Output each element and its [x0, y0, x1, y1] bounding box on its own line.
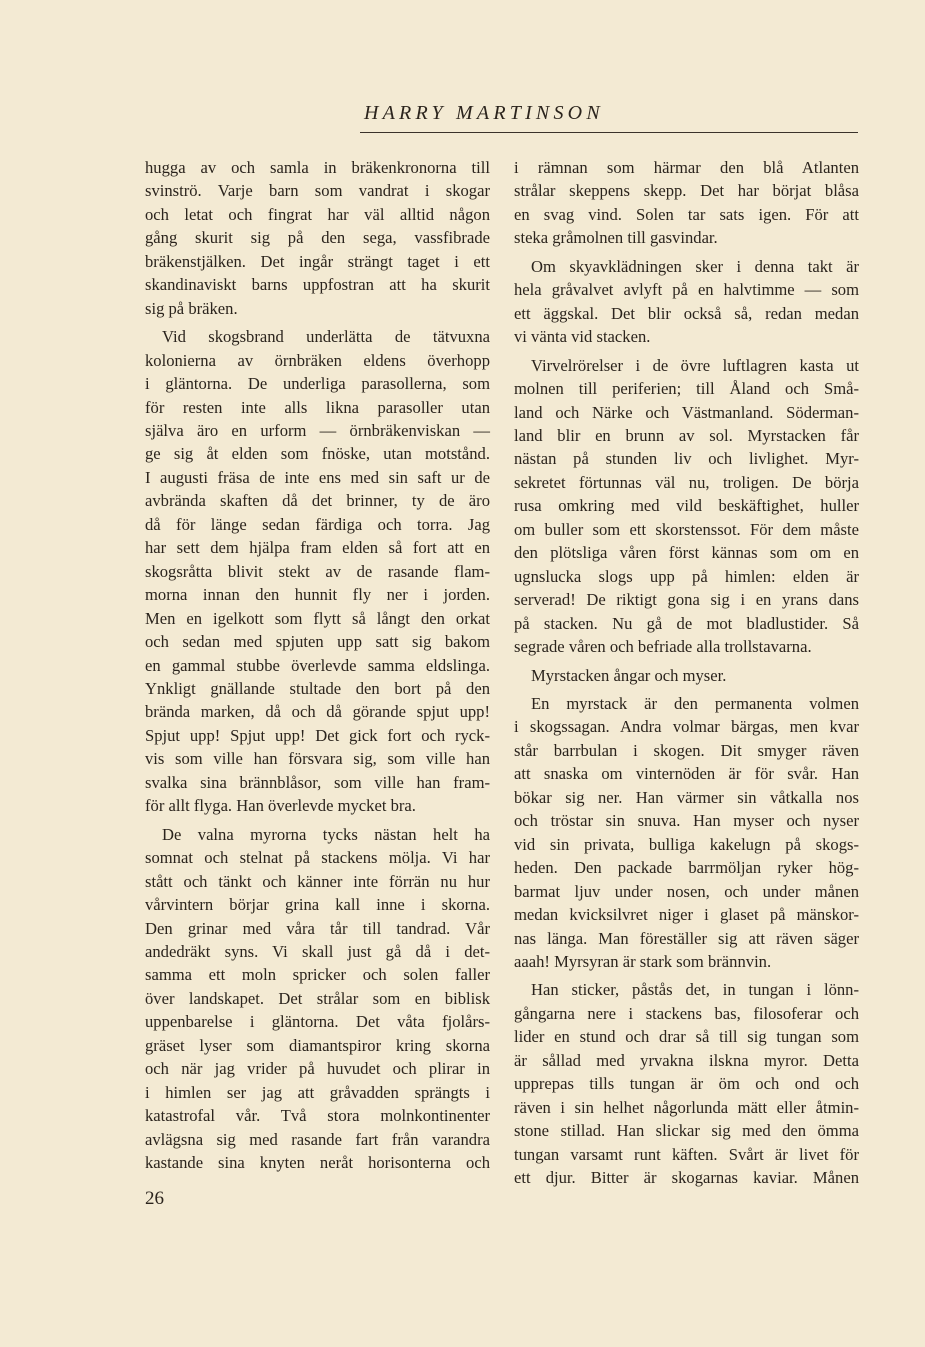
- text-line: andedräkt syns. Vi skall just gå då i det-: [145, 941, 490, 961]
- text-line: att snaska om vinternöden är för svår. Han: [514, 764, 859, 784]
- text-line: heden. Den packade barrmöljan ryker hög-: [514, 858, 859, 878]
- text-line: om buller som ett skorstenssot. För dem måste: [514, 519, 859, 539]
- paragraph: [514, 692, 859, 973]
- text-line: En myrstack är den permanenta volmen: [531, 693, 859, 713]
- text-line: och letat och fingrat har väl alltid någon: [145, 204, 490, 224]
- paragraph: [514, 978, 859, 1189]
- text-line: avbrända skaften då det brinner, ty de äro: [145, 491, 490, 511]
- text-line: vis som ville han försvara sig, som ville han: [145, 749, 490, 769]
- paragraph: [514, 255, 859, 349]
- text-line: ge sig åt elden som fnöske, utan motstånd.: [145, 444, 490, 464]
- text-line: har sett dem hjälpa fram elden så fort att en: [145, 538, 490, 558]
- text-line: De valna myrorna tycks nästan helt ha: [162, 824, 490, 844]
- text-line: på stacken. Nu gå de mot bladlustider. Så: [514, 613, 859, 633]
- text-line: själva äro en urform — örnbräkenviskan —: [145, 420, 490, 440]
- text-line: en svag vind. Solen tar sats igen. För att: [514, 204, 859, 224]
- text-line: stått och tänkt och känner inte förrän nu hur: [145, 871, 490, 891]
- text-line: avlägsna sig med rasande fart från varandra: [145, 1129, 490, 1149]
- text-column-left: [145, 156, 490, 1174]
- text-line: vid sin privata, bulliga kakelugn på skogs-: [514, 834, 859, 854]
- text-line: svalka sina brännblåsor, som ville han fram-: [145, 772, 490, 792]
- text-line: somnat och stelnat på stackens mölja. Vi har: [145, 848, 490, 868]
- text-line: Om skyavklädningen sker i denna takt är: [531, 256, 859, 276]
- text-line: kastande sina knyten neråt horisonterna och: [145, 1153, 490, 1173]
- text-line: upprepas tills tungan är öm och ond och: [514, 1074, 859, 1094]
- text-line: sekretet förtunnas väl nu, troligen. De börja: [514, 472, 859, 492]
- text-line: rusa omkring med vild beskäftighet, huller: [514, 496, 859, 516]
- page-number: 26: [145, 1188, 164, 1209]
- text-line: uppenbarelse i gläntorna. Det våta fjolårs-: [145, 1012, 490, 1032]
- running-header: [360, 102, 858, 133]
- text-line: står barrbulan i skogen. Dit smyger räven: [514, 740, 859, 760]
- text-line: Men en igelkott som flytt så långt den orkat: [145, 608, 490, 628]
- paragraph: [514, 664, 859, 687]
- text-line: ett äggskal. Det blir också så, redan medan: [514, 303, 859, 323]
- text-line: bräkenstjälken. Det ingår strängt taget i ett: [145, 251, 490, 271]
- text-line: svinströ. Varje barn som vandrat i skogar: [145, 181, 490, 201]
- text-column-right: [514, 156, 859, 1189]
- text-line: tungan varsamt runt käften. Svårt är livet för: [514, 1144, 859, 1164]
- text-line: serverad! De riktigt gona sig i en yrans dans: [514, 590, 859, 610]
- paragraph: [145, 156, 490, 320]
- text-line: barmat ljuv under nosen, och under månen: [514, 881, 859, 901]
- text-line: över landskapet. Det strålar som en biblisk: [145, 988, 490, 1008]
- text-line: då för länge sedan färdiga och torra. Jag: [145, 514, 490, 534]
- paragraph: [145, 325, 490, 818]
- text-line: sig på bräken.: [145, 298, 238, 318]
- text-line: Virvelrörelser i de övre luftlagren kasta ut: [531, 355, 859, 375]
- text-line: vi vänta vid stacken.: [514, 327, 651, 347]
- text-line: strålar skeppens skepp. Det har börjat blåsa: [514, 181, 859, 201]
- text-line: Myrstacken ångar och myser.: [531, 665, 727, 685]
- text-line: gångarna nere i stackens bas, filosoferar och: [514, 1003, 859, 1023]
- text-line: en gammal stubbe överlevde samma eldslinga.: [145, 655, 490, 675]
- text-line: och när jag vrider på huvudet och plirar in: [145, 1059, 490, 1079]
- text-line: katastrofal vår. Två stora molnkontinenter: [145, 1106, 490, 1126]
- text-line: stone stillad. Han slickar sig med den ömma: [514, 1121, 859, 1141]
- text-line: molnen till periferien; till Åland och Små-: [514, 379, 859, 399]
- text-line: i gläntorna. De underliga parasollerna, som: [145, 374, 490, 394]
- text-line: skogsråtta blivit stekt av de rasande flam-: [145, 561, 490, 581]
- paragraph: [514, 156, 859, 250]
- text-line: land blir en brunn av sol. Myrstacken får: [514, 425, 859, 445]
- text-line: för resten inte alls likna parasoller utan: [145, 397, 490, 417]
- text-line: steka gråmolnen till gasvindar.: [514, 228, 718, 248]
- text-line: i himlen ser jag att gråvadden sprängts i: [145, 1082, 490, 1102]
- text-line: gräset lyser som diamantspiror kring skorna: [145, 1035, 490, 1055]
- text-line: medan kvicksilvret niger i glaset på mänskor-: [514, 905, 859, 925]
- text-line: och tröstar sin snuva. Han myser och nyser: [514, 811, 859, 831]
- text-line: nästan på stunden liv och livlighet. Myr-: [514, 449, 859, 469]
- paragraph: [514, 354, 859, 659]
- text-line: Vid skogsbrand underlätta de tätvuxna: [162, 327, 490, 347]
- text-line: I augusti fräsa de inte ens med sin saft ur de: [145, 467, 490, 487]
- text-line: ett djur. Bitter är skogarnas kaviar. Månen: [514, 1168, 859, 1188]
- text-line: Den grinar med våra tår till tandrad. Vår: [145, 918, 490, 938]
- text-line: för allt flyga. Han överlevde mycket bra.: [145, 796, 416, 816]
- paragraph: [145, 823, 490, 1175]
- text-line: kolonierna av örnbräken eldens överhopp: [145, 350, 490, 370]
- text-line: Spjut upp! Spjut upp! Det gick fort och ryck-: [145, 725, 490, 745]
- text-line: Han sticker, påstås det, in tungan i lönn-: [531, 980, 859, 1000]
- text-line: ugnslucka slogs upp på himlen: elden är: [514, 566, 859, 586]
- text-line: lider en stund och drar så till sig tungan som: [514, 1027, 859, 1047]
- running-title: HARRY MARTINSON: [364, 102, 604, 124]
- text-line: hela gråvalvet avlyft på en halvtimme — som: [514, 280, 859, 300]
- text-line: skandinaviskt barns uppfostran att ha skurit: [145, 275, 490, 295]
- text-line: land och Närke och Västmanland. Söderman-: [514, 402, 859, 422]
- text-line: vårvintern börjar grina kall inne i skorna.: [145, 895, 490, 915]
- text-line: i skogssagan. Andra volmar bärgas, men kvar: [514, 717, 859, 737]
- text-line: den plötsliga våren först kännas som om en: [514, 543, 859, 563]
- text-line: morna innan den hunnit fly ner i jorden.: [145, 585, 490, 605]
- text-line: räven i sin helhet någorlunda mätt eller åtmin-: [514, 1097, 859, 1117]
- text-line: bökar sig ner. Han värmer sin våtkalla nos: [514, 787, 859, 807]
- text-line: Ynkligt gnällande stultade den bort på den: [145, 678, 490, 698]
- text-line: aaah! Myrsyran är stark som brännvin.: [514, 951, 772, 971]
- text-line: i rämnan som härmar den blå Atlanten: [514, 158, 859, 177]
- text-line: gång skurit sig på den sega, vassfibrade: [145, 228, 490, 248]
- text-line: brända marken, då och då görande spjut upp!: [145, 702, 490, 722]
- text-line: samma ett moln spricker och solen faller: [145, 965, 490, 985]
- text-line: hugga av och samla in bräkenkronorna till: [145, 158, 490, 177]
- text-line: är sållad med yrvakna ilskna myror. Detta: [514, 1050, 859, 1070]
- text-line: nas länga. Man föreställer sig att räven säger: [514, 928, 859, 948]
- text-line: segrade våren och befriade alla trollstavarna.: [514, 637, 812, 657]
- text-line: och sedan med spjuten upp satt sig bakom: [145, 632, 490, 652]
